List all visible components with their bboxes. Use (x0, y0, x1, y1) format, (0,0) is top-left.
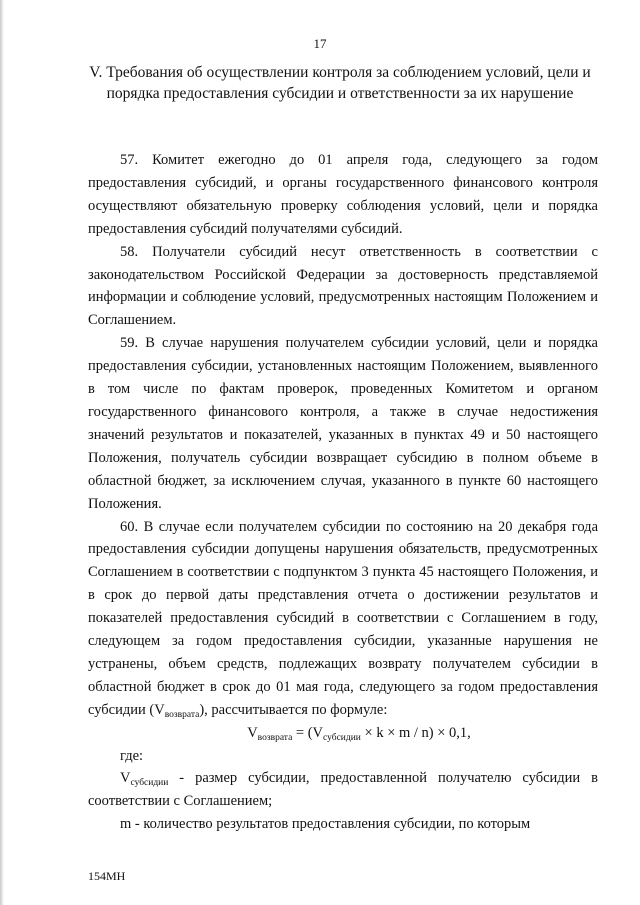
section-heading: V. Требования об осуществлении контроля за соблюдением условий, цели и порядка предоставления субсидии и ответственности за их нарушение (89, 64, 591, 102)
paragraph-59: 59. В случае нарушения получателем субсидии условий, цели и порядка предоставления субсидии, установленных настоящим Положением, выявленного в том числе по фактам проверок, проведенных Комитетом и органом государственного финансового контроля, а также в случае недостижения значений результатов и показателей, указанных в пунктах 49 и 50 настоящего Положения, получатель субсидии возвращает субсидию в полном объеме в областной бюджет, за исключением случая, указанного в пункте 60 настоящего Положения. (88, 335, 598, 512)
paragraph-57: 57. Комитет ежегодно до 01 апреля года, следующего за годом предоставления субсидий, и органы государственного финансового контроля осуществляют обязательную проверку соблюдения условий, цели и порядка предоставления субсидий получателями субсидий. (88, 152, 598, 237)
document-body (88, 149, 598, 836)
page-number: 17 (313, 36, 327, 51)
definition-m: m - количество результатов предоставления субсидии, по которым (120, 816, 531, 833)
where-label: где: (120, 747, 144, 764)
formula-v-subscript: возврата (257, 732, 293, 743)
paragraph-60-subscript: возврата (164, 709, 200, 720)
definition-v-text: - размер субсидии, предоставленной получателю субсидии в соответствии с Соглашением; (88, 770, 598, 810)
formula-s-subscript: субсидии (323, 732, 361, 743)
paragraph-60 (88, 516, 598, 722)
return-formula (88, 722, 598, 745)
formula-v: V (247, 724, 258, 741)
definition-v-symbol: V (120, 770, 131, 787)
paragraph-60-text: 60. В случае если получателем субсидии по состоянию на 20 декабря года предоставления субсидии допущены нарушения обязательств, предусмотренных Соглашением в соответствии с подпунктом 3 пункта 45 настоящего Положения, и в срок до первой даты представления отчета о достижении результатов и показателей предоставления субсидий в соответствии с Соглашением в году, следующем за годом предоставления субсидии, указанные нарушения не устранены, объем средств, подлежащих возврату получателем субсидии в областной бюджет в срок до 01 мая года, следующего за годом предоставления субсидии (V (88, 518, 598, 718)
scan-edge (0, 0, 4, 905)
formula-rest: × k × m / n) × 0,1, (360, 724, 471, 741)
definition-v-subsidy (88, 767, 598, 813)
paragraph-60-tail: ), рассчитывается по формуле: (199, 701, 388, 718)
paragraph-58: 58. Получатели субсидий несут ответственность в соответствии с законодательством Российской Федерации за достоверность представляемой информации и соблюдение условий, предусмотренных настоящим Положением и Соглашением. (88, 243, 598, 329)
definition-v-subscript: субсидии (130, 778, 169, 789)
formula-eq-open: = (V (292, 724, 324, 741)
footer-code: 154МН (88, 869, 126, 883)
